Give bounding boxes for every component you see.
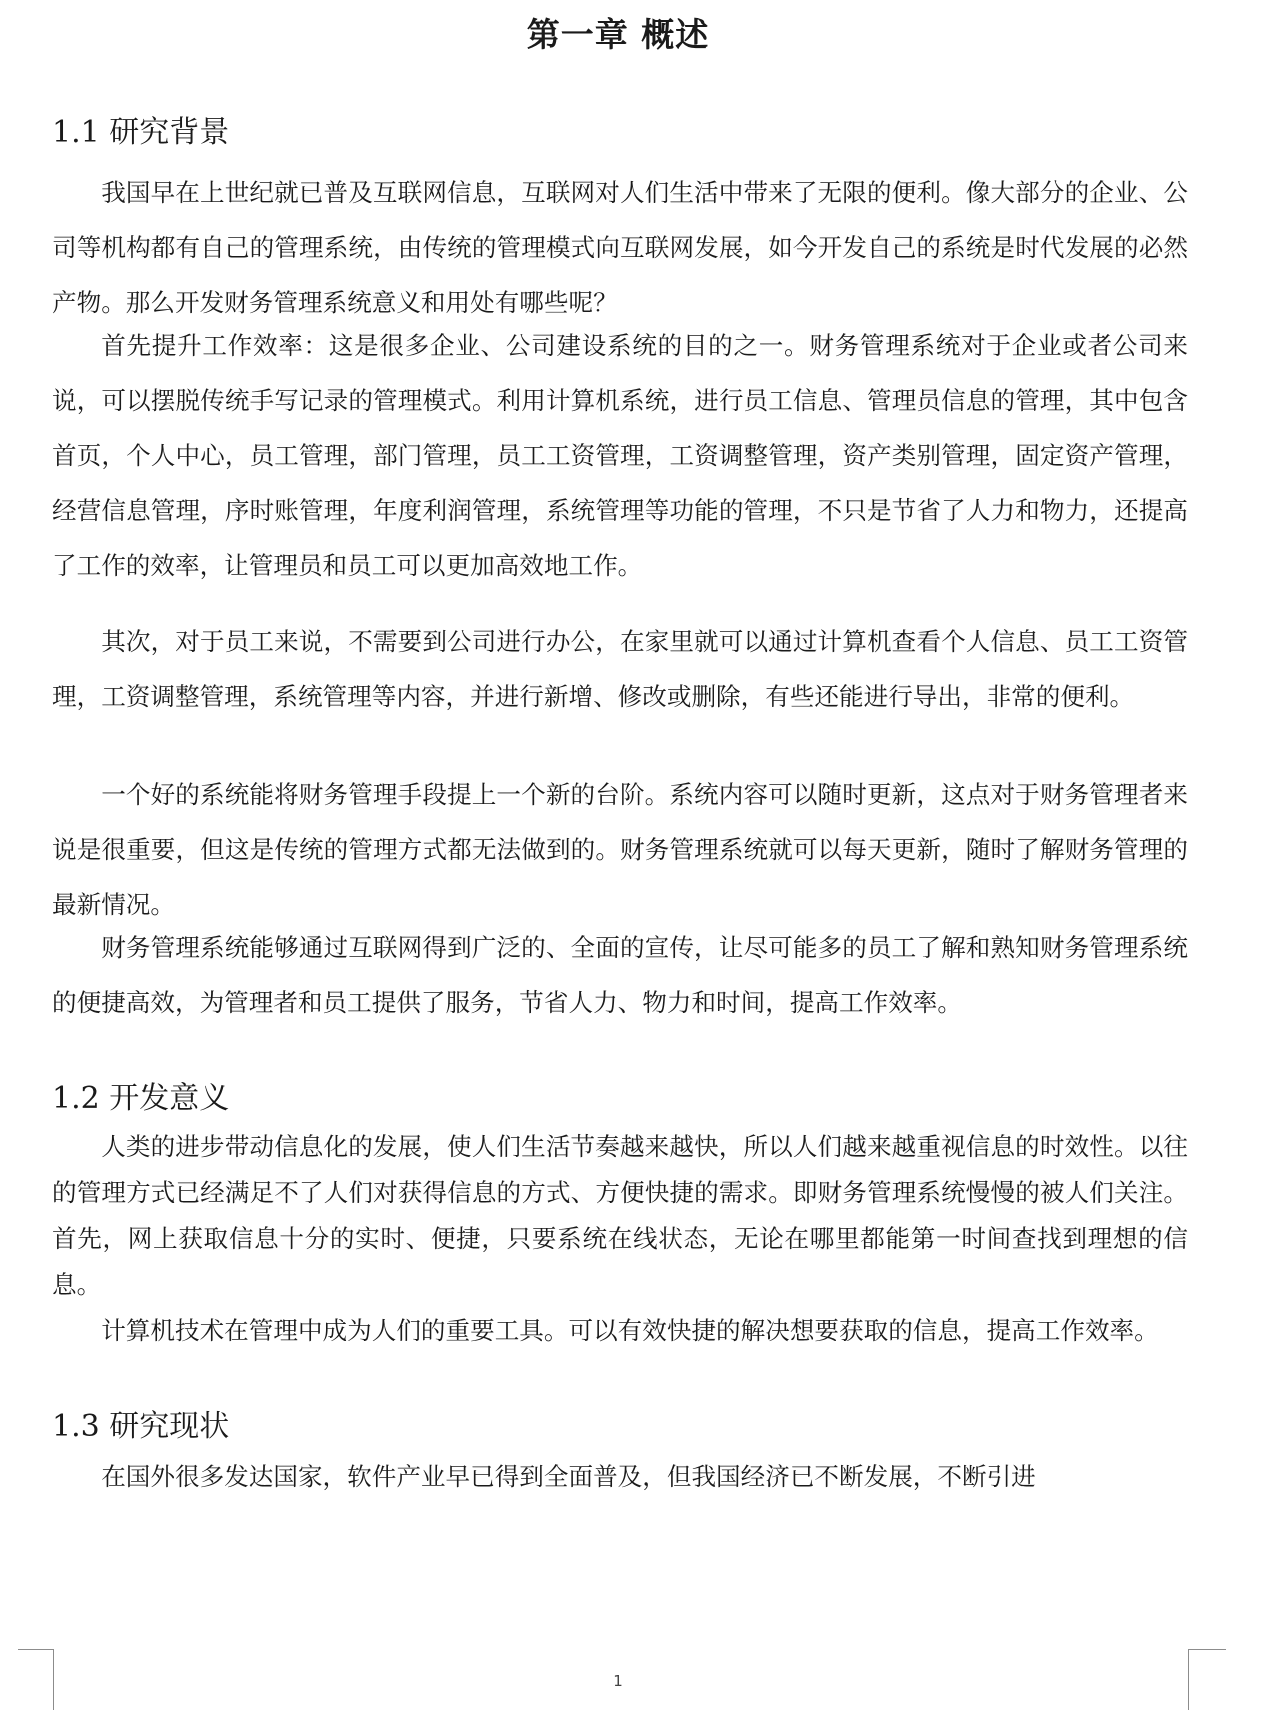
section-heading-1-2: 1.2 开发意义: [52, 1081, 230, 1116]
paragraph-1-1-3: 其次，对于员工来说，不需要到公司进行办公，在家里就可以通过计算机查看个人信息、员工工资管理，工资调整管理，系统管理等内容，并进行新增、修改或删除，有些还能进行导出，非常的便利。: [52, 627, 1188, 711]
paragraph-1-3-1: 在国外很多发达国家，软件产业早已得到全面普及，但我国经济已不断发展，不断引进: [101, 1462, 1036, 1491]
paragraph-1-1-5: 财务管理系统能够通过互联网得到广泛的、全面的宣传，让尽可能多的员工了解和熟知财务管理系统的便捷高效，为管理者和员工提供了服务，节省人力、物力和时间，提高工作效率。: [52, 933, 1188, 1017]
paragraph-1-1-4: 一个好的系统能将财务管理手段提上一个新的台阶。系统内容可以随时更新，这点对于财务管理者来说是很重要，但这是传统的管理方式都无法做到的。财务管理系统就可以每天更新，随时了解财务管理的最新情况。: [52, 780, 1188, 919]
section-heading-1-1: 1.1 研究背景: [52, 115, 230, 150]
paragraph-1-1-2: 首先提升工作效率：这是很多企业、公司建设系统的目的之一。财务管理系统对于企业或者公司来说，可以摆脱传统手写记录的管理模式。利用计算机系统，进行员工信息、管理员信息的管理，其中包含首页，个人中心，员工管理，部门管理，员工工资管理，工资调整管理，资产类别管理，固定资产管理，经营信息管理，序时账管理，年度利润管理，系统管理等功能的管理，不只是节省了人力和物力，还提高了工作的效率，让管理员和员工可以更加高效地工作。: [52, 331, 1188, 580]
paragraph-1-2-1: 人类的进步带动信息化的发展，使人们生活节奏越来越快，所以人们越来越重视信息的时效性。以往的管理方式已经满足不了人们对获得信息的方式、方便快捷的需求。即财务管理系统慢慢的被人们关注。首先，网上获取信息十分的实时、便捷，只要系统在线状态，无论在哪里都能第一时间查找到理想的信息。: [52, 1132, 1188, 1299]
paragraph-1-2-2: 计算机技术在管理中成为人们的重要工具。可以有效快捷的解决想要获取的信息，提高工作效率。: [101, 1316, 1159, 1345]
chapter-title: 第一章 概述: [526, 15, 710, 54]
paragraph-1-1-1: 我国早在上世纪就已普及互联网信息，互联网对人们生活中带来了无限的便利。像大部分的企业、公司等机构都有自己的管理系统，由传统的管理模式向互联网发展，如今开发自己的系统是时代发展的必然产物。那么开发财务管理系统意义和用处有哪些呢？: [52, 178, 1188, 317]
page-number: 1: [613, 1672, 623, 1690]
section-heading-1-3: 1.3 研究现状: [52, 1409, 230, 1444]
